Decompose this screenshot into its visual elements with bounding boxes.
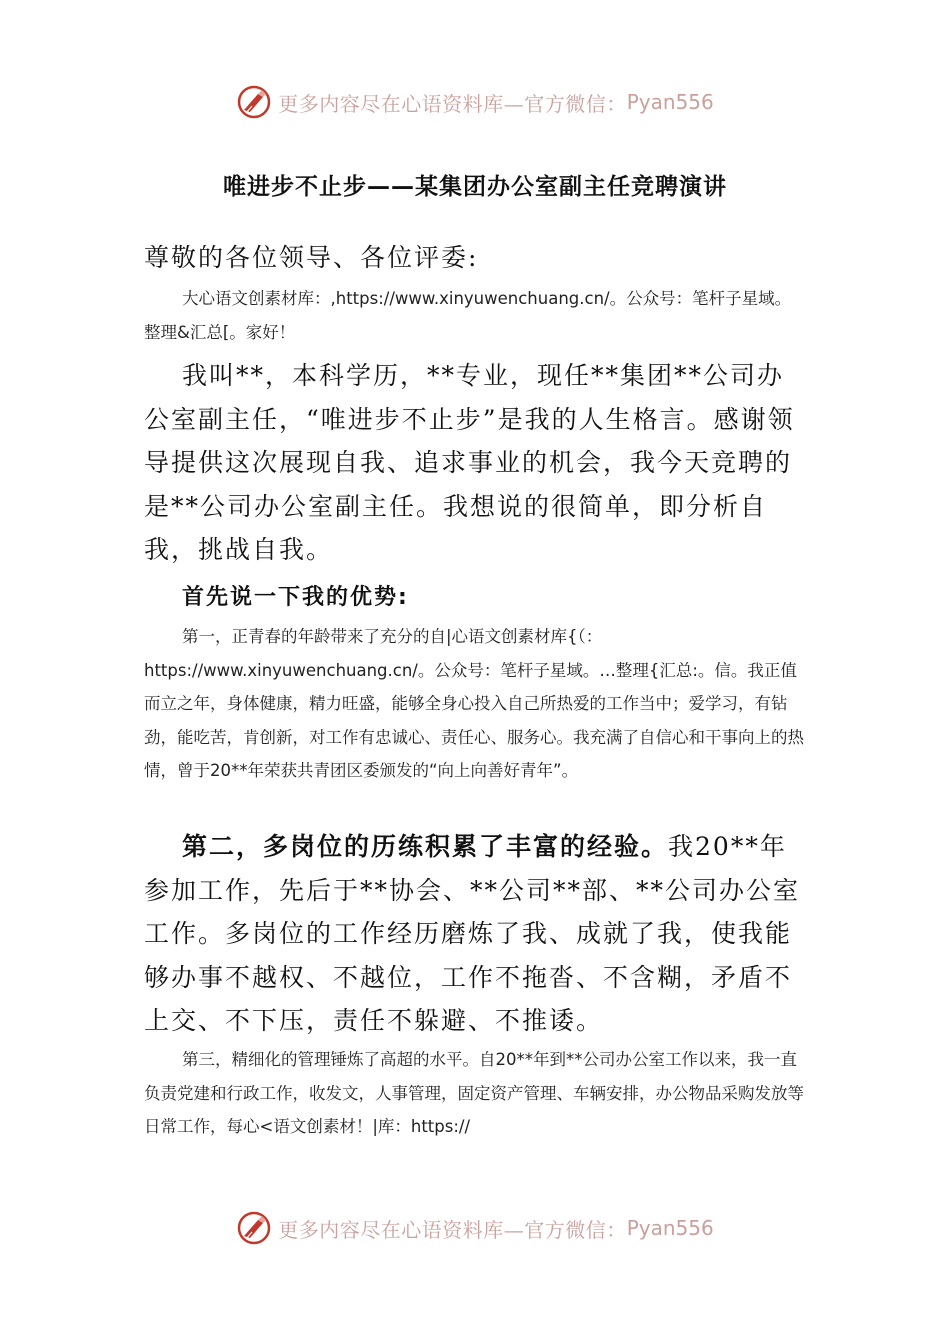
pen-nib-logo-icon bbox=[236, 1210, 272, 1246]
banner-wechat-id: Pyan556 bbox=[626, 1216, 714, 1240]
header-banner bbox=[0, 82, 950, 122]
paragraph-4-lead: 第二，多岗位的历练积累了丰富的经验。 bbox=[182, 832, 669, 861]
banner-text: 更多内容尽在心语资料库—官方微信： bbox=[278, 91, 627, 116]
paragraph-2: 我叫**，本科学历，**专业，现任**集团**公司办公室副主任，“唯进步不止步”是我的人生格言。感谢领导提供这次展现自我、追求事业的机会，我今天竞聘的是**公司办公室副主任。我想说的很简单，即分析自我，挑战自我。 bbox=[144, 361, 795, 564]
document-title: 唯进步不止步——某集团办公室副主任竞聘演讲 bbox=[223, 174, 727, 200]
banner-text: 更多内容尽在心语资料库—官方微信： bbox=[278, 1217, 627, 1242]
footer-banner bbox=[0, 1208, 950, 1248]
paragraph-1: 大心语文创素材库：,https://www.xinyuwenchuang.cn/。公众号：笔杆子星域。整理&汇总[。家好！ bbox=[144, 289, 792, 342]
paragraph-5: 第三，精细化的管理锤炼了高超的水平。自20**年到**公司办公室工作以来，我一直负责党建和行政工作，收发文，人事管理，固定资产管理、车辆安排，办公物品采购发放等日常工作，每心<语文创素材！|库：https:// bbox=[144, 1050, 804, 1136]
banner-wechat-id: Pyan556 bbox=[626, 90, 714, 114]
paragraph-4-rest: 我20**年参加工作，先后于**协会、**公司**部、**公司办公室工作。多岗位的工作经历磨炼了我、成就了我，使我能够办事不越权、不越位，工作不拖沓、不含糊，矛盾不上交、不下压，责任不躲避、不推诿。 bbox=[144, 832, 801, 1035]
paragraph-1-block bbox=[144, 282, 806, 349]
section-heading-advantages: 首先说一下我的优势: bbox=[182, 585, 409, 610]
paragraph-4-block bbox=[144, 825, 806, 1043]
paragraph-3: 第一，正青春的年龄带来了充分的自|心语文创素材库{（：https://www.xinyuwenchuang.cn/。公众号：笔杆子星域。…整理{汇总:。信。我正值而立之年，身体健康，精力旺盛，能够全身心投入自己所热爱的工作当中；爱学习，有钻劲，能吃苦，肯创新，对工作有忠诚心、责任心、服务心。我充满了自信心和干事向上的热情，曾于20**年荣获共青团区委颁发的“向上向善好青年”。 bbox=[144, 627, 804, 780]
salutation: 尊敬的各位领导、各位评委: bbox=[144, 243, 479, 272]
pen-nib-logo-icon bbox=[236, 84, 272, 120]
paragraph-5-block bbox=[144, 1043, 806, 1144]
paragraph-3-block bbox=[144, 620, 806, 788]
paragraph-2-block bbox=[144, 354, 806, 572]
heading-1-block bbox=[144, 576, 806, 620]
paragraph-4 bbox=[144, 825, 806, 1043]
salutation-block bbox=[144, 236, 806, 280]
